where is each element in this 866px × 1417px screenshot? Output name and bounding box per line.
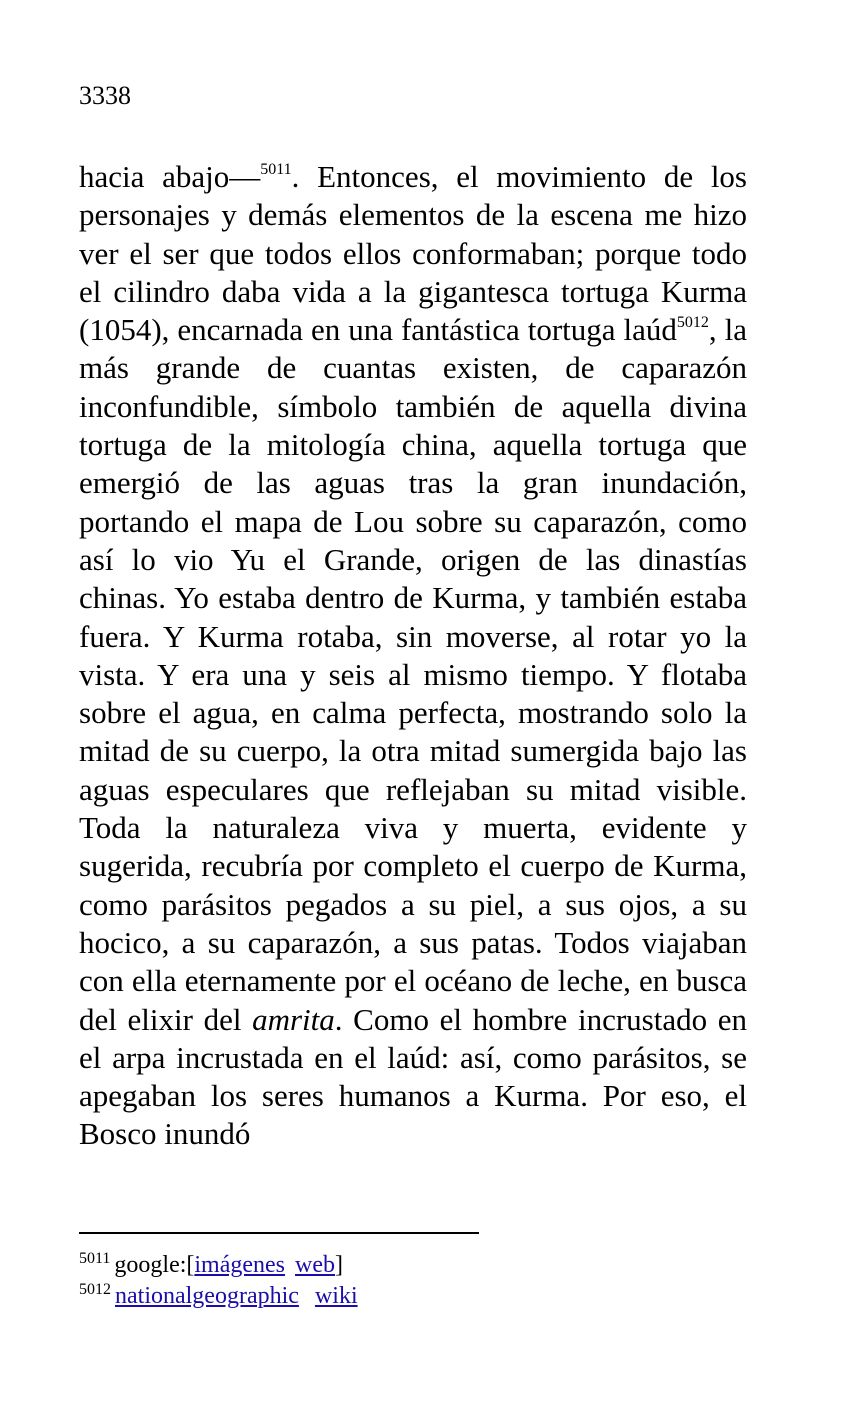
footnote-divider [79, 1232, 479, 1234]
paragraph-text-4: . Como el hombre incrustado en el arpa incrustada en el laúd: así, como parásitos, se apegaban los seres humanos a Kurma. Por eso, el Bosco inundó [79, 1001, 747, 1152]
link-imagenes[interactable]: imágenes [194, 1252, 286, 1278]
footnote-5011 [79, 1250, 779, 1281]
page-number: 3338 [79, 81, 131, 110]
footnote-ref-5012[interactable]: 5012 [676, 314, 709, 332]
body-paragraph [79, 158, 747, 1154]
footnotes [79, 1250, 779, 1312]
italic-term: amrita [252, 1001, 335, 1037]
footnote-suffix: ] [335, 1252, 344, 1278]
paragraph-text-3: , la más grande de cuantas existen, de caparazón inconfundible, símbolo también de aquella divina tortuga de la mitología china, aquella tortuga que emergió de las aguas tras la gran inundación, portando el mapa de Lou sobre su caparazón, como así lo vio Yu el Grande, origen de las dinastías chinas. Yo estaba dentro de Kurma, y también estaba fuera. Y Kurma rotaba, sin moverse, al rotar yo la vista. Y era una y seis al mismo tiempo. Y flotaba sobre el agua, en calma perfecta, mostrando solo la mitad de su cuerpo, la otra mitad sumergida bajo las aguas especulares que reflejaban su mitad visible. Toda la naturaleza viva y muerta, evidente y sugerida, recubría por completo el cuerpo de Kurma, como parásitos pegados a su piel, a sus ojos, a su hocico, a su caparazón, a sus patas. Todos viajaban con ella eternamente por el océano de leche, en busca del elixir del [79, 312, 747, 1037]
footnote-number: 5011 [79, 1250, 111, 1267]
paragraph-text-2: . Entonces, el movimiento de los personajes y demás elementos de la escena me hizo ver el ser que todos ellos conformaban; porque todo el cilindro daba vida a la gigantesca tortuga Kurma (1054), encarnada en una fantástica tortuga laúd [79, 159, 747, 348]
paragraph-text-1: hacia abajo— [79, 159, 261, 194]
footnote-number: 5012 [79, 1281, 111, 1298]
link-nationalgeographic[interactable]: nationalgeographic [115, 1283, 299, 1309]
footnote-prefix: google:[ [114, 1252, 195, 1278]
footnote-ref-5011[interactable]: 5011 [260, 161, 292, 178]
link-wiki[interactable]: wiki [314, 1283, 358, 1309]
footnote-5012 [79, 1281, 779, 1312]
link-web[interactable]: web [295, 1252, 336, 1278]
